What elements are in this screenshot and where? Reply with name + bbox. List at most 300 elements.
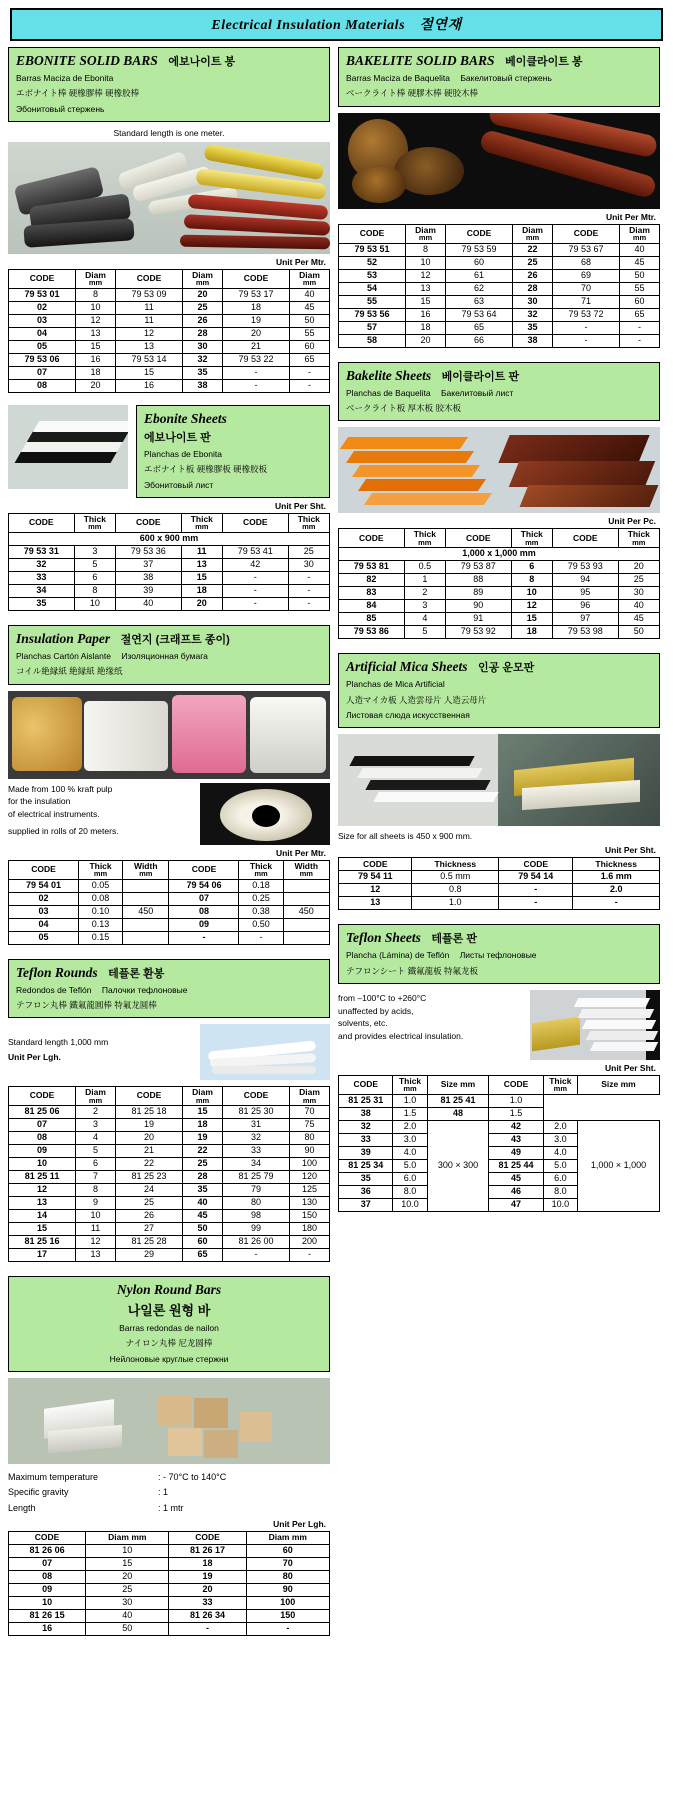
table-cell: 11 [115, 301, 182, 314]
table-cell: 79 53 09 [115, 288, 182, 301]
table-cell-code: 10 [9, 1596, 86, 1609]
table-cell: 20 [406, 334, 446, 347]
table-row [339, 282, 660, 295]
section-header-nylon-bars [8, 1276, 330, 1372]
bakelite-bars-unit: Unit Per Mtr. [605, 211, 656, 222]
table-row [9, 327, 330, 340]
table-cell-code: 04 [9, 327, 76, 340]
table-cell: 20 [618, 561, 659, 574]
table-row [339, 600, 660, 613]
table-cell: 40 [115, 597, 181, 610]
mica-sheets-unit: Unit Per Sht. [604, 845, 656, 856]
table-cell: 30 [86, 1596, 169, 1609]
table-cell: 79 53 41 [222, 545, 288, 558]
teflon-sheets-note [338, 990, 524, 1043]
table-cell: 18 [222, 301, 289, 314]
table-cell: 12 [115, 327, 182, 340]
table-cell: 12 [76, 1236, 116, 1249]
section-subtitle-cjk: コイル絶縁紙 絶縁紙 絶缘纸 [16, 666, 123, 677]
table-cell: 100 [290, 1158, 330, 1171]
table-cell-code: 11 [181, 545, 222, 558]
table-cell-code: 26 [183, 314, 223, 327]
table-cell-code: 49 [489, 1146, 543, 1159]
insulation-paper-unit: Unit Per Mtr. [275, 847, 326, 858]
table-row [9, 1583, 330, 1596]
table-cell-code: 70 [246, 1557, 329, 1570]
table-cell: 1.0 [489, 1094, 543, 1107]
table-row [339, 321, 660, 334]
sub-ru: Изоляционная бумага [121, 650, 208, 661]
section-header-mica-sheets [338, 653, 660, 728]
table-cell [123, 892, 169, 905]
table-cell-code: 15 [181, 571, 222, 584]
bakelite-bars-table [338, 224, 660, 348]
col-size-2: Size mm [577, 1075, 659, 1094]
section-subtitle-ru: Нейлоновые круглые стержни [109, 1353, 229, 1364]
table-row [9, 1236, 330, 1249]
table-cell: 89 [445, 587, 511, 600]
table-cell: - [222, 571, 288, 584]
table-cell [123, 931, 169, 944]
table-cell: - [620, 334, 660, 347]
col-diam-2: Diam mm [183, 1087, 223, 1106]
table-cell: 6.0 [543, 1172, 577, 1185]
table-cell-code: 25 [183, 1158, 223, 1171]
table-cell: 40 [620, 243, 660, 256]
table-cell-code: 2.0 [573, 884, 660, 897]
table-cell-code: 35 [513, 321, 553, 334]
section-subtitle-es [346, 949, 652, 961]
page-title [10, 8, 663, 41]
table-cell-code: 14 [9, 1210, 76, 1223]
table-cell-code: 35 [339, 1172, 393, 1185]
table-cell-code: 30 [183, 340, 223, 353]
table-cell: 1.0 [393, 1094, 427, 1107]
table-cell-code: 42 [489, 1120, 543, 1133]
table-cell-code: 18 [181, 584, 222, 597]
section-title-korean: 에보나이트 판 [144, 431, 211, 444]
table-cell: 1,000 × 1,000 [577, 1120, 659, 1211]
section-title: EBONITE SOLID BARS [16, 53, 158, 68]
table-cell: 79 53 93 [552, 561, 618, 574]
table-cell-code: 15 [511, 613, 552, 626]
ebonite-bars-unit: Unit Per Mtr. [275, 256, 326, 267]
table-cell-code: - [573, 897, 660, 910]
table-cell-code: 08 [9, 379, 76, 392]
col-code-2: CODE [445, 529, 511, 548]
table-cell-code: 35 [9, 597, 75, 610]
table-cell: 50 [620, 269, 660, 282]
table-cell-code: 07 [9, 1557, 86, 1570]
table-cell: 5 [404, 626, 445, 639]
table-cell-code: 07 [169, 892, 239, 905]
table-cell: - [620, 321, 660, 334]
table-cell: 13 [115, 340, 182, 353]
section-title: Insulation Paper [16, 630, 111, 646]
mica-sheets-table [338, 857, 660, 910]
mica-sheets-photo [338, 734, 660, 826]
section-subtitle-cjk: テフロンシート 鐵氟龍板 特氟龙板 [346, 965, 479, 976]
table-row [9, 1609, 330, 1622]
table-cell-code: 33 [9, 571, 75, 584]
table-row [339, 334, 660, 347]
table-cell: 25 [288, 545, 329, 558]
table-cell-code: 55 [339, 295, 406, 308]
table-cell: 62 [445, 282, 512, 295]
table-cell: 50 [86, 1622, 169, 1635]
table-cell: - [552, 334, 619, 347]
col-code-3: CODE [222, 513, 288, 532]
note-line-0: Made from 100 % kraft pulp [8, 783, 113, 794]
table-cell-code: 15 [183, 1106, 223, 1119]
table-cell: 81 26 00 [222, 1236, 289, 1249]
section-subtitle-cjk: エボナイト棒 硬橡膠棒 硬橡胶棒 [16, 88, 140, 99]
section-header-ebonite-bars [8, 47, 330, 122]
table-cell: 33 [169, 1596, 246, 1609]
table-cell-code: 37 [339, 1198, 393, 1211]
table-cell: 25 [115, 1197, 182, 1210]
table-row [9, 301, 330, 314]
table-cell-code: 38 [513, 334, 553, 347]
table-cell: - [290, 1249, 330, 1262]
ebonite-bars-body [9, 288, 330, 392]
table-row [9, 1132, 330, 1145]
ebonite-bars-photo [8, 142, 330, 254]
table-cell: 79 [222, 1184, 289, 1197]
col-code-1: CODE [339, 858, 412, 871]
col-size-1: Size mm [427, 1075, 489, 1094]
table-row [339, 256, 660, 269]
table-cell: 450 [283, 905, 329, 918]
insulation-paper-photo [8, 691, 330, 779]
table-cell-code: 15 [9, 1223, 76, 1236]
table-cell: 6.0 [393, 1172, 427, 1185]
section-title-korean: 인공 운모판 [478, 662, 535, 675]
table-cell-code: 79 53 06 [9, 353, 76, 366]
table-cell: 81 25 30 [222, 1106, 289, 1119]
table-cell-code: 50 [183, 1223, 223, 1236]
table-row [339, 243, 660, 256]
section-subtitle-cjk: ベークライト棒 硬膠木棒 硬胶木棒 [346, 88, 478, 99]
table-cell-code: 08 [9, 1132, 76, 1145]
table-cell: 32 [222, 1132, 289, 1145]
table-row [9, 1622, 330, 1635]
col-thickness-1: Thickness [412, 858, 499, 871]
section-subtitle-es: Planchas de Ebonita [144, 448, 222, 459]
col-thick-1: Thick mm [393, 1075, 427, 1094]
nylon-bars-unit: Unit Per Lgh. [273, 1518, 326, 1529]
section-title-korean: 베이클라이트 봉 [505, 56, 583, 68]
table-cell-code: 19 [183, 1132, 223, 1145]
teflon-sheets-body [339, 1094, 660, 1211]
table-cell: 60 [445, 256, 512, 269]
table-cell-code: 22 [513, 243, 553, 256]
table-cell-code: 18 [183, 1119, 223, 1132]
table-cell: - [552, 321, 619, 334]
right-column [338, 47, 660, 1636]
nylon-spec-value-1: : 1 [158, 1487, 169, 1498]
table-row [9, 353, 330, 366]
col-thick-2: Thick mm [181, 513, 222, 532]
table-cell: 0.25 [239, 892, 283, 905]
table-cell: 80 [222, 1197, 289, 1210]
table-cell-code: 30 [513, 295, 553, 308]
table-row [9, 1596, 330, 1609]
nylon-bars-table [8, 1531, 330, 1636]
ebonite-sheets-size: 600 x 900 mm [9, 532, 330, 545]
table-cell-code: 90 [246, 1583, 329, 1596]
bakelite-sheets-unit: Unit Per Pc. [608, 516, 656, 527]
table-cell: 180 [290, 1223, 330, 1236]
table-cell-code: 02 [9, 301, 76, 314]
nylon-spec-label-2: Length [8, 1502, 36, 1513]
col-code-1: CODE [9, 1531, 86, 1544]
table-cell-code: 10 [511, 587, 552, 600]
table-cell: 91 [445, 613, 511, 626]
table-row [9, 1184, 330, 1197]
table-cell-code: 47 [489, 1198, 543, 1211]
table-cell-code: 32 [339, 1120, 393, 1133]
table-row [9, 558, 330, 571]
note-line-1: for the insulation [8, 796, 71, 807]
table-cell-code: 33 [339, 1133, 393, 1146]
table-row [339, 269, 660, 282]
table-cell-code: 79 54 01 [9, 879, 79, 892]
table-cell-code: 81 25 06 [9, 1106, 76, 1119]
table-cell-code: - [246, 1622, 329, 1635]
table-cell-code: 25 [183, 301, 223, 314]
col-thick-1: Thick mm [74, 513, 115, 532]
table-cell: 3.0 [393, 1133, 427, 1146]
table-cell: 8 [74, 584, 115, 597]
table-cell: 22 [115, 1158, 182, 1171]
table-cell: 97 [552, 613, 618, 626]
table-cell: 3 [74, 545, 115, 558]
table-cell-code: 45 [489, 1172, 543, 1185]
table-cell: 95 [552, 587, 618, 600]
table-cell-code: 45 [183, 1210, 223, 1223]
table-cell-code: 48 [427, 1107, 489, 1120]
table-cell: 4 [404, 613, 445, 626]
section-title-korean: 절연지 (크래프트 종이) [120, 633, 230, 646]
sub-es: Planchas de Baquelita [346, 387, 431, 398]
table-row [9, 1106, 330, 1119]
table-cell: 40 [618, 600, 659, 613]
table-cell-code: 39 [339, 1146, 393, 1159]
table-cell: 9 [76, 1197, 116, 1210]
table-row [9, 1557, 330, 1570]
col-code-3: CODE [552, 224, 619, 243]
table-row [339, 871, 660, 884]
table-cell-code: 36 [339, 1185, 393, 1198]
teflon-sheets-table [338, 1075, 660, 1212]
col-thick-1: Thick mm [404, 529, 445, 548]
mica-sheets-body [339, 871, 660, 910]
table-cell-code: 13 [339, 897, 412, 910]
table-cell-code: 32 [183, 353, 223, 366]
table-row [9, 584, 330, 597]
table-row [339, 1107, 660, 1120]
table-cell-code: 8 [511, 574, 552, 587]
table-cell-code: 53 [339, 269, 406, 282]
table-cell-code: 09 [9, 1583, 86, 1596]
section-title-korean: 나일론 원형 바 [127, 1303, 211, 1319]
table-cell-code: 22 [183, 1145, 223, 1158]
table-cell-code: 07 [9, 366, 76, 379]
col-code-1: CODE [9, 860, 79, 879]
section-subtitle-cjk: ナイロン丸棒 尼龙圆棒 [125, 1338, 213, 1349]
col-diam-3: Diam mm [290, 1087, 330, 1106]
table-cell: 19 [115, 1119, 182, 1132]
note-line-2: solvents, etc. [338, 1018, 388, 1029]
table-cell: 79 53 67 [552, 243, 619, 256]
table-cell: 79 53 36 [115, 545, 181, 558]
table-cell: 0.10 [79, 905, 123, 918]
col-diam-2: Diam mm [513, 224, 553, 243]
table-cell: 2.0 [543, 1120, 577, 1133]
table-cell: 5.0 [393, 1159, 427, 1172]
table-cell: 8 [76, 1184, 116, 1197]
table-cell [283, 931, 329, 944]
table-cell-code: 43 [489, 1133, 543, 1146]
table-cell: 150 [290, 1210, 330, 1223]
table-cell: 66 [445, 334, 512, 347]
table-cell-code: 79 53 86 [339, 626, 405, 639]
table-cell: 68 [552, 256, 619, 269]
teflon-sheets-photo [530, 990, 660, 1060]
col-code-2: CODE [169, 860, 239, 879]
table-cell-code: 81 26 06 [9, 1544, 86, 1557]
insulation-paper-table [8, 860, 330, 945]
note-line-3: and provides electrical insulation. [338, 1031, 464, 1042]
table-cell: 6 [76, 1158, 116, 1171]
ebonite-bars-note: Standard length is one meter. [113, 127, 225, 138]
section-subtitle-es [346, 387, 652, 399]
table-cell: 63 [445, 295, 512, 308]
sub-ru: Бакелитовый стержень [460, 73, 552, 83]
nylon-spec-value-2: : 1 mtr [158, 1502, 184, 1513]
left-column [8, 47, 330, 1636]
table-cell: 8 [76, 288, 116, 301]
table-cell: 27 [115, 1223, 182, 1236]
table-cell: 50 [618, 626, 659, 639]
teflon-rounds-table [8, 1086, 330, 1262]
table-row [9, 340, 330, 353]
table-cell: 96 [552, 600, 618, 613]
table-cell: 79 53 14 [115, 353, 182, 366]
table-cell-code: 83 [339, 587, 405, 600]
section-subtitle-cjk: 人造マイカ板 人造雲母片 人造云母片 [346, 694, 487, 705]
table-cell: 90 [445, 600, 511, 613]
teflon-rounds-body [9, 1106, 330, 1262]
table-cell-code: 81 25 41 [427, 1094, 489, 1107]
section-title-korean: 에보나이트 봉 [168, 56, 236, 68]
ebonite-sheets-photo [8, 405, 128, 489]
table-cell: 11 [115, 314, 182, 327]
col-diam-3: Diam mm [290, 269, 330, 288]
table-cell: 0.08 [79, 892, 123, 905]
section-title-korean: 베이클라이트 판 [441, 370, 520, 383]
bakelite-bars-body [339, 243, 660, 347]
table-cell: 120 [290, 1171, 330, 1184]
col-diam-1: Diam mm [86, 1531, 169, 1544]
table-cell: 200 [290, 1236, 330, 1249]
col-thick-2: Thick mm [543, 1075, 577, 1094]
table-cell: 125 [290, 1184, 330, 1197]
table-cell: 130 [290, 1197, 330, 1210]
table-cell: 20 [222, 327, 289, 340]
table-cell-code: 03 [9, 905, 79, 918]
ebonite-sheets-unit: Unit Per Sht. [274, 500, 326, 511]
table-cell: 0.8 [412, 884, 499, 897]
table-cell: 0.05 [79, 879, 123, 892]
nylon-spec-label-1: Specific gravity [8, 1487, 69, 1498]
col-diam-1: Diam mm [406, 224, 446, 243]
sub-ru: Листы тефлоновые [459, 950, 537, 961]
table-cell: 4 [76, 1132, 116, 1145]
table-cell: 5 [76, 1145, 116, 1158]
table-cell-code: 08 [169, 905, 239, 918]
section-header-ebonite-sheets [136, 405, 330, 498]
table-cell: 50 [290, 314, 330, 327]
table-cell: 4.0 [393, 1146, 427, 1159]
table-cell: - [169, 1622, 246, 1635]
table-cell: 79 54 14 [499, 871, 573, 884]
col-diam-1: Diam mm [76, 1087, 116, 1106]
table-cell-code: 82 [339, 574, 405, 587]
table-cell: 60 [290, 340, 330, 353]
table-row [9, 1210, 330, 1223]
table-cell: 37 [115, 558, 181, 571]
sub-es: Planchas Cartón Aislante [16, 650, 111, 661]
table-cell: 65 [290, 353, 330, 366]
table-cell: 8.0 [393, 1185, 427, 1198]
teflon-sheets-unit: Unit Per Sht. [604, 1062, 656, 1073]
table-cell-code: 07 [9, 1119, 76, 1132]
table-cell: 70 [290, 1106, 330, 1119]
table-cell-code: - [169, 931, 239, 944]
table-row [9, 892, 330, 905]
table-row [9, 1158, 330, 1171]
table-cell: 3 [76, 1119, 116, 1132]
col-code-1: CODE [339, 1075, 393, 1094]
table-cell-code: 26 [513, 269, 553, 282]
table-row [9, 379, 330, 392]
table-cell: 24 [115, 1184, 182, 1197]
table-cell [283, 892, 329, 905]
table-cell: 34 [222, 1158, 289, 1171]
table-cell-code: 81 25 31 [339, 1094, 393, 1107]
table-row [339, 884, 660, 897]
table-cell-code: 60 [246, 1544, 329, 1557]
col-code-1: CODE [9, 513, 75, 532]
sub-es: Plancha (Lámina) de Teflón [346, 950, 450, 961]
section-subtitle-ru: Листовая слюда искусственная [346, 709, 470, 720]
table-cell: 0.18 [239, 879, 283, 892]
table-cell-code: 80 [246, 1570, 329, 1583]
table-cell-code: 54 [339, 282, 406, 295]
table-cell-code: 35 [183, 1184, 223, 1197]
table-cell: 33 [222, 1145, 289, 1158]
table-cell-code: 25 [513, 256, 553, 269]
table-cell-code: 05 [9, 340, 76, 353]
table-cell: 26 [115, 1210, 182, 1223]
table-cell: - [222, 584, 288, 597]
table-cell-code: 150 [246, 1609, 329, 1622]
table-cell: 11 [76, 1223, 116, 1236]
table-cell-code: 57 [339, 321, 406, 334]
table-cell: 20 [86, 1570, 169, 1583]
